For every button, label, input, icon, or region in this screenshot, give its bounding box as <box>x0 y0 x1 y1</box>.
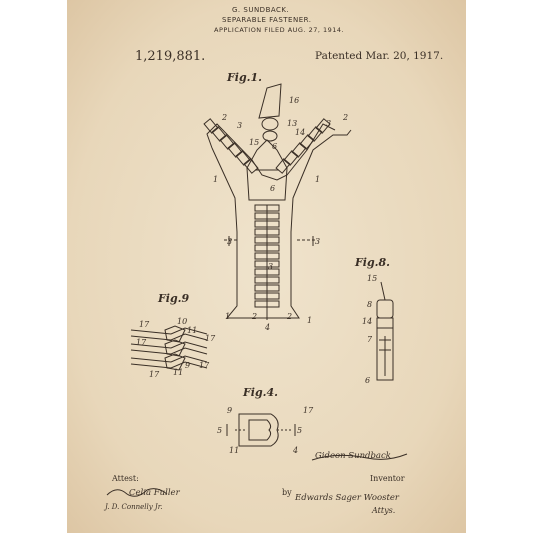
fig1-label-2: 2 <box>222 113 228 122</box>
fig8-label-8: 8 <box>367 300 373 309</box>
patent-title: SEPARABLE FASTENER. <box>222 16 312 24</box>
fig1-label-2c: 2 <box>252 312 258 321</box>
fig1-label-2d: 2 <box>287 312 293 321</box>
by-label: by <box>282 488 292 497</box>
fig1-label-1: 1 <box>225 312 231 321</box>
fig4-label-9: 9 <box>227 406 233 415</box>
fig4-label-5a: 5 <box>217 426 223 435</box>
fig1-label-1c: 1 <box>213 175 219 184</box>
witness-signature-2: J. D. Connelly Jr. <box>105 503 163 511</box>
fig1-label-6: 6 <box>272 142 278 151</box>
filed-date: APPLICATION FILED AUG. 27, 1914. <box>214 26 345 34</box>
fig9-label-17c: 17 <box>136 338 147 347</box>
fig1-label-1b: 1 <box>307 316 313 325</box>
inventor-label: Inventor <box>370 474 405 483</box>
inventor-signature: Gideon Sundback <box>315 451 391 461</box>
fig1-title: Fig.1. <box>227 71 262 84</box>
patent-sheet <box>67 0 466 533</box>
fig1-label-section-left: 3 <box>227 237 233 246</box>
attorneys-label: Attys. <box>372 506 396 515</box>
fig1-label-14: 14 <box>295 128 306 137</box>
fig1-label-13: 13 <box>287 119 298 128</box>
attorneys-signature: Edwards Sager Wooster <box>295 493 399 503</box>
patent-drawings <box>67 0 466 533</box>
fig1-label-6b: 6 <box>270 184 276 193</box>
fig1-label-4: 4 <box>265 323 271 332</box>
fig9-label-9: 9 <box>185 361 191 370</box>
patented-date: Patented Mar. 20, 1917. <box>315 50 444 62</box>
fig1-label-3: 3 <box>237 121 243 130</box>
fig4-label-11: 11 <box>229 446 240 455</box>
patent-number: 1,219,881. <box>135 49 206 64</box>
fig8-label-7: 7 <box>367 335 373 344</box>
fig8-label-6: 6 <box>365 376 371 385</box>
fig9-label-17a: 17 <box>139 320 150 329</box>
fig4-label-5b: 5 <box>297 426 303 435</box>
fig1-label-15: 15 <box>249 138 260 147</box>
fig4-label-4: 4 <box>293 446 299 455</box>
fig1-label-3b: 3 <box>326 119 332 128</box>
fig8-title: Fig.8. <box>355 256 390 269</box>
fig9-label-17b: 17 <box>205 334 216 343</box>
fig8-drawing <box>377 282 393 380</box>
fig9-title: Fig.9 <box>158 292 190 305</box>
fig4-label-17: 17 <box>303 406 314 415</box>
fig9-label-17d: 17 <box>149 370 160 379</box>
fig1-label-2b: 2 <box>343 113 349 122</box>
fig1-label-1d: 1 <box>315 175 321 184</box>
fig8-label-15: 15 <box>367 274 378 283</box>
fig1-label-3c: 3 <box>268 262 274 271</box>
inventor-name: G. SUNDBACK. <box>232 6 290 14</box>
fig1-label-section-right: 3 <box>315 237 321 246</box>
fig9-label-10: 10 <box>177 317 188 326</box>
fig1-label-16: 16 <box>289 96 300 105</box>
attest-label: Attest: <box>112 474 139 483</box>
fig9-label-11a: 11 <box>187 326 198 335</box>
fig4-title: Fig.4. <box>243 386 278 399</box>
fig8-label-14: 14 <box>362 317 373 326</box>
witness-signature-1: Celia Fuller <box>129 488 180 498</box>
fig4-drawing <box>227 414 295 446</box>
fig9-label-17e: 17 <box>199 361 210 370</box>
fig9-label-11b: 11 <box>173 368 184 377</box>
